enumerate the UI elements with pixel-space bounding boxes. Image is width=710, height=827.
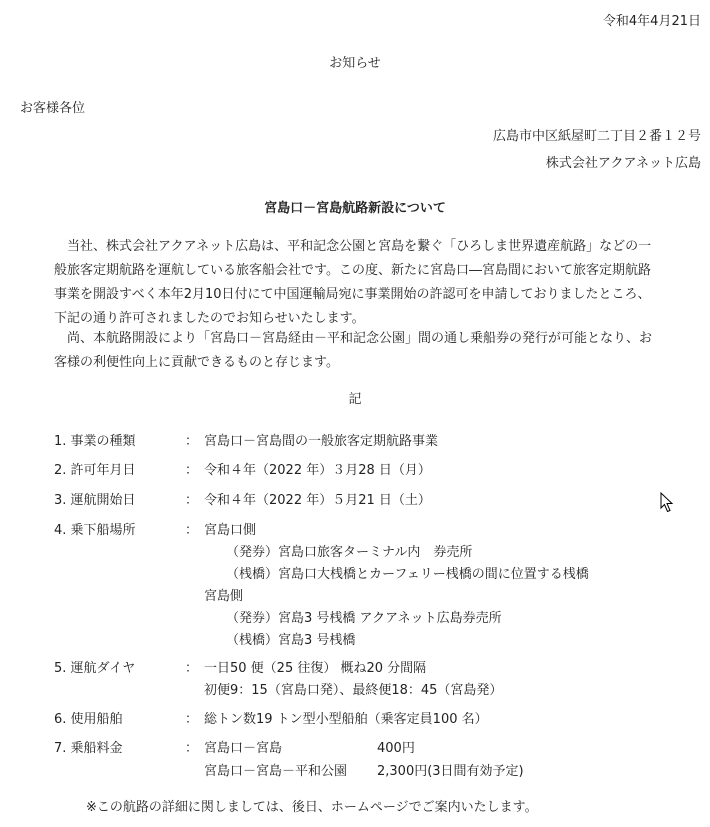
item-4-line-1: 宮島口側 [204,523,257,538]
item-3-colon: ： [185,493,199,508]
notice-title: お知らせ [329,56,381,71]
item-1-colon: ： [185,434,199,449]
item-6-colon: ： [185,712,199,727]
item-3-label: 3. 運航開始日 [54,493,136,508]
item-3-value: 令和４年（2022 年）５月21 日（土） [204,493,431,508]
body-paragraph-1: 当社、株式会社アクアネット広島は、平和記念公園と宮島を繋ぐ「ひろしま世界遺産航路」などの一般旅客定期航路を運航している旅客船会社です。この度、新たに宮島口―宮島間において旅客定期航路事業を開設すべく本年2月10日付にて中国運輸局宛に事業開始の許認可を申請しておりましたところ、下記の通り許可されましたのでお知らせいたします。 [54,239,652,326]
sender-address: 広島市中区紙屋町二丁目２番１２号 [492,129,701,144]
item-1-label: 1. 事業の種類 [54,434,136,449]
item-4-label: 4. 乗下船場所 [54,523,136,538]
item-2-label: 2. 許可年月日 [54,463,136,478]
item-6-label: 6. 使用船舶 [54,712,123,727]
item-5-colon: ： [185,661,199,676]
addressee: お客様各位 [20,101,86,116]
ki-heading: 記 [348,392,362,407]
item-4-line-3: （桟橋）宮島口大桟橋とカーフェリー桟橋の間に位置する桟橋 [226,567,589,582]
item-7-label: 7. 乗船料金 [54,741,123,756]
item-4-line-5: （発券）宮島3 号桟橋 アクアネット広島券売所 [226,611,502,626]
fare-price-2: 2,300円(3日間有効予定) [377,764,524,779]
item-5-line-1: 一日50 便（25 往復） 概ね20 分間隔 [204,661,427,676]
item-4-line-4: 宮島側 [204,589,244,604]
item-6-value: 総トン数19 トン型小型船舶（乗客定員100 名） [204,712,488,727]
mouse-pointer-icon [660,492,674,514]
body-paragraph-2: 尚、本航路開設により「宮島口－宮島経由－平和記念公園」間の通し乗船券の発行が可能となり、お客様の利便性向上に貢献できるものと存じます。 [54,331,653,370]
item-2-colon: ： [185,463,199,478]
sender-company: 株式会社アクアネット広島 [545,156,701,171]
item-1-value: 宮島口－宮島間の一般旅客定期航路事業 [204,434,439,449]
document-heading: 宮島口－宮島航路新設について [264,201,446,216]
item-4-line-6: （桟橋）宮島3 号桟橋 [226,633,356,648]
document-date: 令和4年4月21日 [602,14,701,29]
item-5-line-2: 初便9：15（宮島口発）、最終便18：45（宮島発） [204,683,503,698]
fare-route-1: 宮島口－宮島 [204,741,283,756]
item-2-value: 令和４年（2022 年）３月28 日（月） [204,463,431,478]
fare-route-2: 宮島口－宮島－平和公園 [204,764,348,779]
item-4-colon: ： [185,523,199,538]
item-7-colon: ： [185,741,199,756]
fare-price-1: 400円 [377,741,415,756]
footnote: ※この航路の詳細に関しましては、後日、ホームページでご案内いたします。 [86,800,538,815]
item-4-line-2: （発券）宮島口旅客ターミナル内 券売所 [226,545,473,560]
item-5-label: 5. 運航ダイヤ [54,661,136,676]
